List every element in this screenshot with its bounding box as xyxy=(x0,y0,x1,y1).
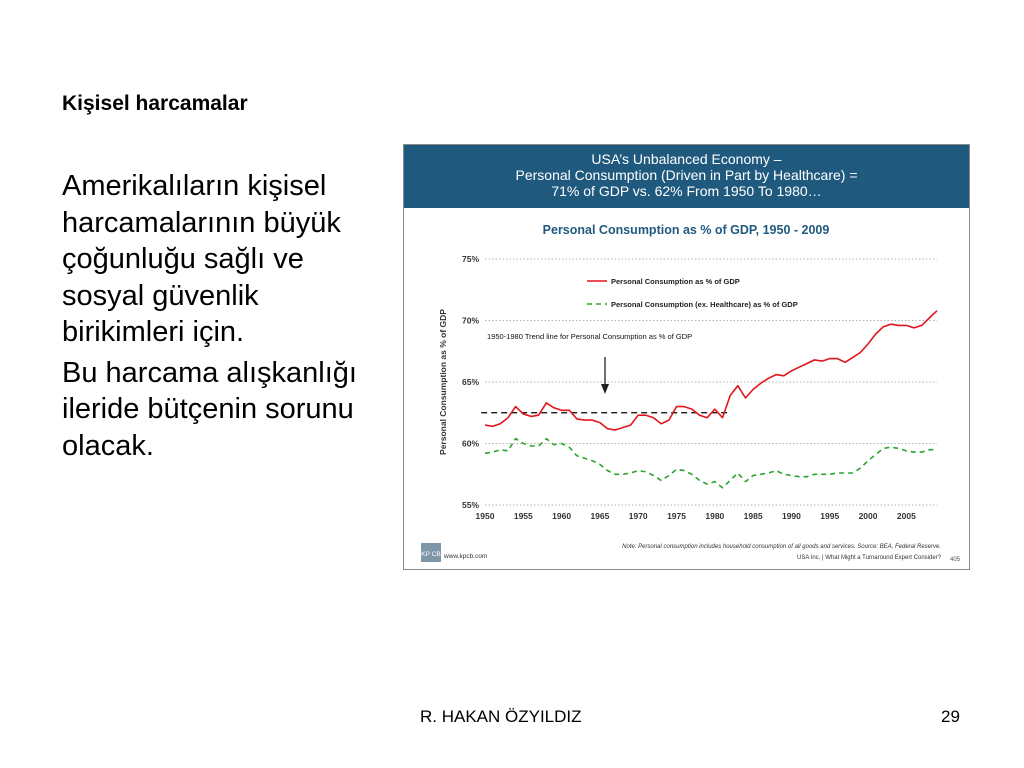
x-tick-label: 1990 xyxy=(781,511,801,521)
x-tick-label: 1975 xyxy=(667,511,686,521)
chart-title: Personal Consumption as % of GDP, 1950 - 2009 xyxy=(542,223,830,237)
x-tick-label: 1995 xyxy=(820,511,840,521)
banner-line-2: Personal Consumption (Driven in Part by Healthcare) = xyxy=(515,167,858,183)
x-tick-label: 2000 xyxy=(858,511,878,521)
y-tick-label: 60% xyxy=(461,438,479,449)
brand-logo-text: KP CB xyxy=(421,551,441,558)
body-text xyxy=(62,168,387,468)
y-axis-label: Personal Consumption as % of GDP xyxy=(438,309,448,455)
x-tick-label: 1955 xyxy=(513,511,533,521)
x-tick-label: 1950 xyxy=(475,511,495,521)
y-tick-label: 70% xyxy=(461,315,479,326)
page-number: 29 xyxy=(941,707,960,726)
series-line-2 xyxy=(485,439,937,488)
source-note: Note: Personal consumption includes household consumption of all goods and services. Source: BEA, Federal Reserve. xyxy=(622,544,941,550)
slide-title: Kişisel harcamalar xyxy=(62,92,248,115)
x-tick-label: 1970 xyxy=(628,511,648,521)
figure-banner xyxy=(404,145,969,208)
footer-author: R. HAKAN ÖZYILDIZ xyxy=(420,707,582,726)
annotation-arrow-head xyxy=(601,384,609,394)
line-chart xyxy=(404,208,969,569)
credit-text: USA Inc. | What Might a Turnaround Expert Consider? xyxy=(797,555,941,561)
x-tick-label: 1960 xyxy=(552,511,572,521)
body-paragraph-2: Bu harcama alışkanlığı ileride bütçenin sorunu olacak. xyxy=(62,356,357,462)
legend-label-2: Personal Consumption (ex. Healthcare) as % of GDP xyxy=(611,300,798,309)
chart-figure xyxy=(403,144,970,570)
x-tick-label: 1965 xyxy=(590,511,610,521)
trend-annotation: 1950-1980 Trend line for Personal Consumption as % of GDP xyxy=(487,332,693,341)
x-tick-label: 1980 xyxy=(705,511,725,521)
legend-label-1: Personal Consumption as % of GDP xyxy=(611,277,740,286)
banner-line-3: 71% of GDP vs. 62% From 1950 To 1980… xyxy=(551,183,822,199)
x-tick-label: 2005 xyxy=(896,511,916,521)
brand-url: www.kpcb.com xyxy=(444,553,488,560)
banner-line-1: USA’s Unbalanced Economy – xyxy=(591,151,782,167)
y-tick-label: 65% xyxy=(461,377,479,387)
body-paragraph-1: Amerikalıların kişisel harcamalarının büyük çoğunluğu sağlı ve sosyal güvenlik birikimleri için. xyxy=(62,170,341,348)
y-tick-label: 75% xyxy=(461,254,479,264)
y-tick-label: 55% xyxy=(461,500,479,510)
x-tick-label: 1985 xyxy=(743,511,763,521)
figure-slide-ref: 405 xyxy=(949,557,960,563)
